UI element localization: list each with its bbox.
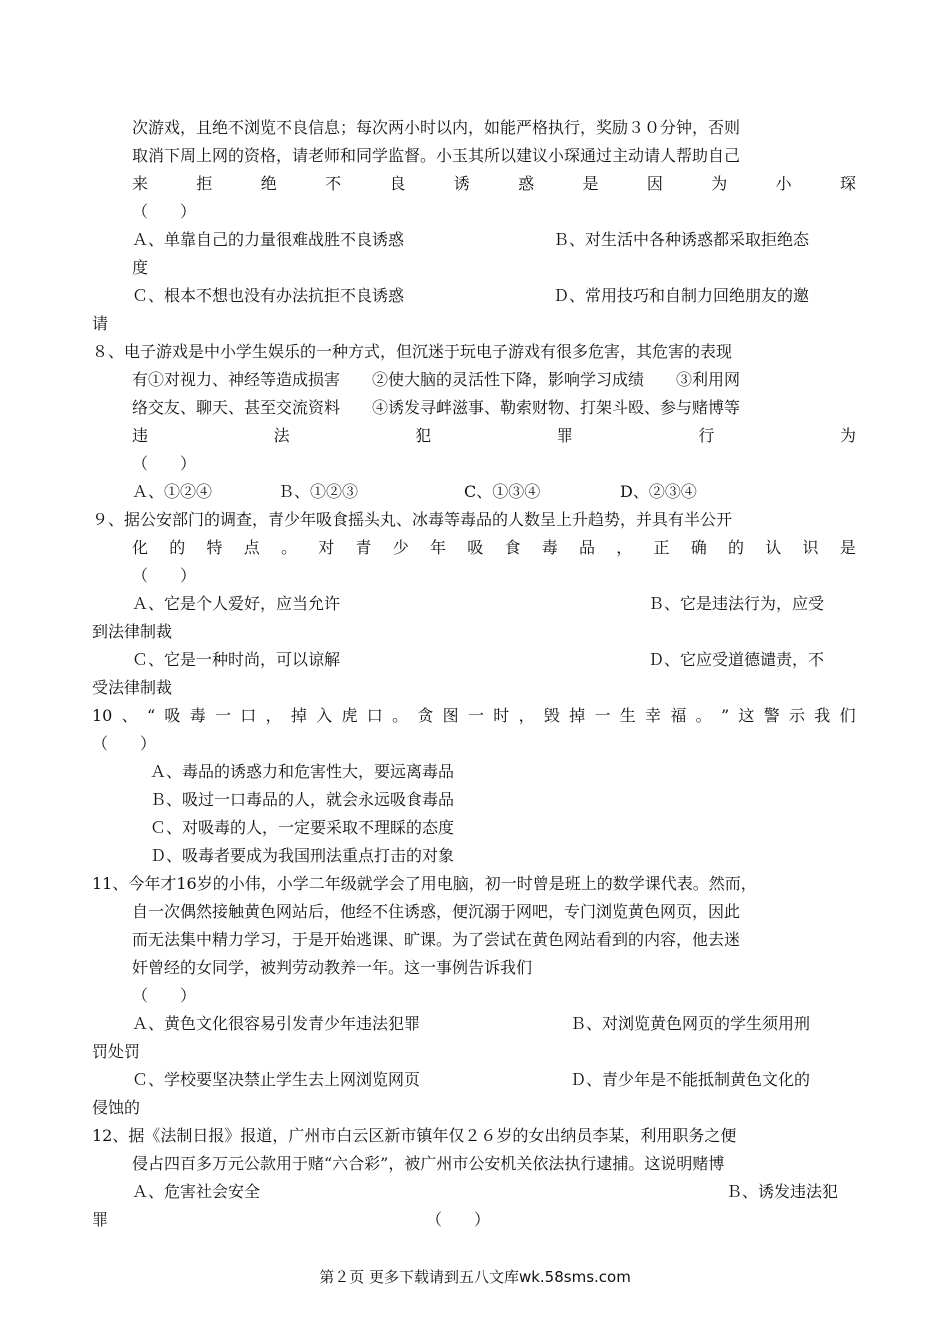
q7-option-c: Ｃ、根本不想也没有办法抗拒不良诱惑 [132, 286, 405, 305]
q9-option-b: Ｂ、它是违法行为，应受 [648, 594, 825, 613]
q10-option-d: Ｄ、吸毒者要成为我国刑法重点打击的对象 [150, 846, 455, 865]
q7-option-d-cont: 请 [92, 314, 109, 333]
q7-stem-line-1: 次游戏，且绝不浏览不良信息；每次两小时以内，如能严格执行，奖励３０分钟，否则 [132, 118, 741, 137]
q11-stem-line-3: 而无法集中精力学习，于是开始逃课、旷课。为了尝试在黄色网站看到的内容，他去迷 [132, 930, 741, 949]
q9-option-d: Ｄ、它应受道德谴责，不 [648, 650, 825, 669]
q7-word: 为 [711, 174, 728, 193]
q9-word: 特 [206, 538, 223, 557]
q12-option-b: Ｂ、诱发违法犯 [726, 1182, 839, 1201]
q7-answer-paren: （ ） [132, 202, 197, 221]
q7-word: 因 [646, 174, 663, 193]
q7-word: 诱 [453, 174, 470, 193]
q9-answer-paren: （ ） [132, 566, 197, 585]
q10-word: 10 [92, 706, 113, 725]
q10-word: 福 [670, 706, 687, 725]
q8-word: 犯 [415, 426, 432, 445]
q9-word: 年 [430, 538, 447, 557]
q9-option-c: Ｃ、它是一种时尚，可以谅解 [132, 650, 341, 669]
q8-stem-line-1: ８、电子游戏是中小学生娱乐的一种方式，但沉迷于玩电子游戏有很多危害，其危害的表现 [92, 342, 733, 361]
q8-stem-line-3: 络交友、聊天、甚至交流资料 ④诱发寻衅滋事、勒索财物、打架斗殴、参与赌博等 [132, 398, 741, 417]
q9-word: ， [616, 538, 633, 557]
q8-option-b: Ｂ、①②③ [278, 482, 359, 501]
q11-stem-line-4: 奸曾经的女同学，被判劳动教养一年。这一事例告诉我们 [132, 958, 533, 977]
q11-option-a: Ａ、黄色文化很容易引发青少年违法犯罪 [132, 1014, 421, 1033]
q10-word: ” [720, 706, 730, 725]
q9-option-b-cont: 到法律制裁 [92, 622, 173, 641]
q10-word: 贪 [417, 706, 434, 725]
q7-word: 良 [389, 174, 406, 193]
q9-word: 品 [579, 538, 596, 557]
q10-word: 虎 [341, 706, 358, 725]
q9-word: 正 [653, 538, 670, 557]
q8-word: 违 [132, 426, 149, 445]
q12-option-a: Ａ、危害社会安全 [132, 1182, 261, 1201]
q9-word: 的 [728, 538, 745, 557]
q7-word: 绝 [260, 174, 277, 193]
q10-word: 掉 [290, 706, 307, 725]
q11-stem-line-1: 11、今年才16岁的小伟，小学二年级就学会了用电脑，初一时曾是班上的数学课代表。然而， [92, 874, 757, 893]
q7-option-a: Ａ、单靠自己的力量很难战胜不良诱惑 [132, 230, 405, 249]
q10-word: 毒 [189, 706, 206, 725]
q10-word: 掉 [569, 706, 586, 725]
q10-word: 警 [763, 706, 780, 725]
q7-word: 不 [325, 174, 342, 193]
q9-word: 毒 [541, 538, 558, 557]
q10-word: 。 [392, 706, 409, 725]
page-footer: 第２页 更多下载请到五八文库wk.58sms.com [319, 1268, 631, 1286]
q10-word: “ [146, 706, 156, 725]
q9-word: 确 [690, 538, 707, 557]
q10-answer-paren: （ ） [92, 734, 157, 753]
q8-word: 行 [698, 426, 715, 445]
q9-word: 识 [802, 538, 819, 557]
q10-stem-line [92, 702, 856, 730]
q9-word: 。 [281, 538, 298, 557]
q10-option-b: Ｂ、吸过一口毒品的人，就会永远吸食毒品 [150, 790, 455, 809]
q9-word: 食 [504, 538, 521, 557]
q9-stem-line-2 [132, 534, 856, 562]
q10-word: 们 [839, 706, 856, 725]
q7-stem-line-3 [132, 170, 856, 198]
q12-option-b-cont: 罪 [92, 1210, 109, 1229]
q8-option-d: D、②③④ [620, 482, 697, 501]
q10-word: ， [518, 706, 535, 725]
q10-word: 。 [695, 706, 712, 725]
q8-word: 罪 [556, 426, 573, 445]
q11-stem-line-2: 自一次偶然接触黄色网站后，他经不住诱惑，便沉溺于网吧，专门浏览黄色网页，因此 [132, 902, 741, 921]
q8-stem-line-4 [132, 422, 856, 450]
q11-option-b-cont: 罚处罚 [92, 1042, 141, 1061]
q9-word: 是 [839, 538, 856, 557]
q9-word: 的 [169, 538, 186, 557]
q7-option-b-cont: 度 [132, 258, 149, 277]
q8-option-a: Ａ、①②④ [132, 482, 213, 501]
q9-word: 青 [355, 538, 372, 557]
q8-word: 为 [839, 426, 856, 445]
q10-word: 生 [619, 706, 636, 725]
q7-option-b: Ｂ、对生活中各种诱惑都采取拒绝态 [553, 230, 810, 249]
q12-answer-paren: （ ） [426, 1210, 491, 1229]
q10-word: ， [265, 706, 282, 725]
q10-word: 时 [493, 706, 510, 725]
q9-word: 对 [318, 538, 335, 557]
q7-word: 拒 [196, 174, 213, 193]
q11-option-d-cont: 侵蚀的 [92, 1098, 141, 1117]
q10-word: 幸 [645, 706, 662, 725]
q11-option-b: Ｂ、对浏览黄色网页的学生须用刑 [570, 1014, 811, 1033]
q8-answer-paren: （ ） [132, 454, 197, 473]
q10-word: 图 [442, 706, 459, 725]
q10-word: 一 [215, 706, 232, 725]
q10-word: 吸 [164, 706, 181, 725]
q11-answer-paren: （ ） [132, 986, 197, 1005]
q7-stem-line-2: 取消下周上网的资格，请老师和同学监督。小玉其所以建议小琛通过主动请人帮助自己 [132, 146, 741, 165]
q9-option-d-cont: 受法律制裁 [92, 678, 173, 697]
q9-word: 化 [132, 538, 149, 557]
q7-word: 惑 [518, 174, 535, 193]
q10-word: 一 [594, 706, 611, 725]
q10-option-a: Ａ、毒品的诱惑力和危害性大，要远离毒品 [150, 762, 455, 781]
q7-word: 是 [582, 174, 599, 193]
q9-word: 吸 [467, 538, 484, 557]
q8-word: 法 [273, 426, 290, 445]
q10-word: 我 [814, 706, 831, 725]
q7-word: 小 [775, 174, 792, 193]
q10-word: 口 [240, 706, 257, 725]
q7-word: 来 [132, 174, 149, 193]
q9-word: 点 [243, 538, 260, 557]
q9-stem-line-1: ９、据公安部门的调查，青少年吸食摇头丸、冰毒等毒品的人数呈上升趋势，并具有半公开 [92, 510, 733, 529]
q10-word: 一 [467, 706, 484, 725]
q10-word: 入 [316, 706, 333, 725]
q12-stem-line-2: 侵占四百多万元公款用于赌“六合彩”，被广州市公安机关依法执行逮捕。这说明赌博 [132, 1154, 725, 1173]
q10-word: 口 [366, 706, 383, 725]
q10-word: 示 [789, 706, 806, 725]
q9-word: 少 [392, 538, 409, 557]
q12-stem-line-1: 12、据《法制日报》报道，广州市白云区新市镇年仅２６岁的女出纳员李某，利用职务之便 [92, 1126, 737, 1145]
q11-option-c: Ｃ、学校要坚决禁止学生去上网浏览网页 [132, 1070, 421, 1089]
q10-word: 毁 [543, 706, 560, 725]
q10-word: 这 [738, 706, 755, 725]
q9-option-a: Ａ、它是个人爱好，应当允许 [132, 594, 341, 613]
q10-word: 、 [121, 706, 138, 725]
q8-option-c: C、①③④ [464, 482, 541, 501]
q7-word: 琛 [839, 174, 856, 193]
q8-stem-line-2: 有①对视力、神经等造成损害 ②使大脑的灵活性下降，影响学习成绩 ③利用网 [132, 370, 741, 389]
q7-option-d: Ｄ、常用技巧和自制力回绝朋友的邀 [553, 286, 810, 305]
q9-word: 认 [765, 538, 782, 557]
q11-option-d: Ｄ、青少年是不能抵制黄色文化的 [570, 1070, 811, 1089]
q10-option-c: Ｃ、对吸毒的人，一定要采取不理睬的态度 [150, 818, 455, 837]
